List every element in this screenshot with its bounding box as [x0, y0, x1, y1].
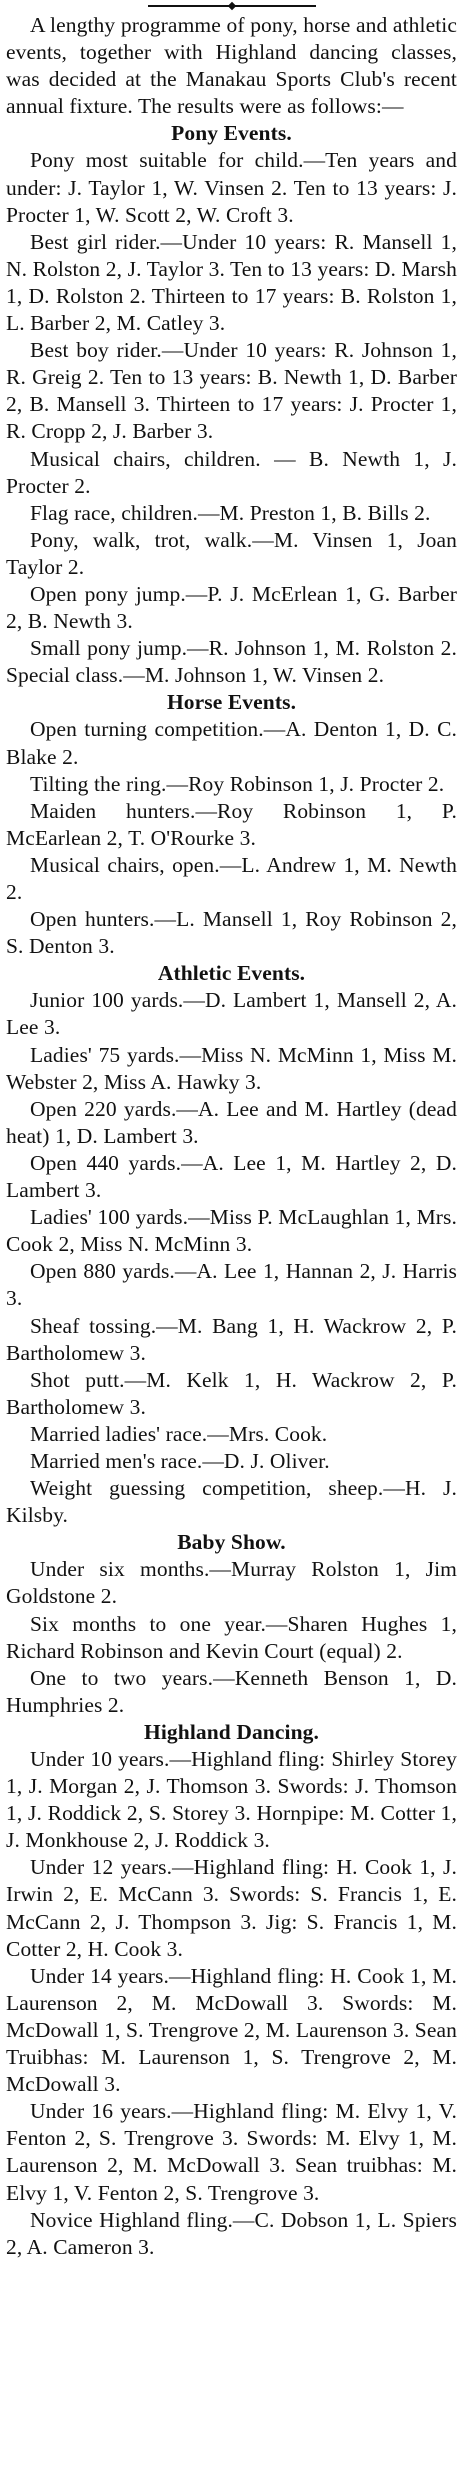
result-paragraph: Married men's race.—D. J. Oliver. [30, 1448, 330, 1473]
result-paragraph: Open 880 yards.—A. Lee 1, Hannan 2, J. Harris 3. [6, 1259, 457, 1311]
result-paragraph: Tilting the ring.—Roy Robinson 1, J. Procter 2. [30, 771, 445, 796]
result-paragraph: Pony, walk, trot, walk.—M. Vinsen 1, Joan Taylor 2. [6, 527, 457, 579]
result-paragraph: Married ladies' race.—Mrs. Cook. [30, 1421, 328, 1446]
result-paragraph: Pony most suitable for child.—Ten years and under: J. Taylor 1, W. Vinsen 2. Ten to 13 years: J. Procter 1, W. Scott 2, W. Croft 3. [6, 148, 457, 227]
result-paragraph: Maiden hunters.—Roy Robinson 1, P. McEarlean 2, T. O'Rourke 3. [6, 798, 457, 850]
result-paragraph: Under 12 years.—Highland fling: H. Cook 1, J. Irwin 2, E. McCann 3. Swords: S. Francis 1, E. McCann 2, J. Thompson 3. Jig: S. Francis 1, M. Cotter 2, H. Cook 3. [6, 1855, 457, 1961]
result-paragraph: Ladies' 75 yards.—Miss N. McMinn 1, Miss M. Webster 2, Miss A. Hawky 3. [6, 1042, 457, 1094]
result-paragraph: Open turning competition.—A. Denton 1, D. C. Blake 2. [6, 717, 457, 769]
result-paragraph: Open hunters.—L. Mansell 1, Roy Robinson 2, S. Denton 3. [6, 907, 457, 959]
section-heading-baby-show: Baby Show. [177, 1530, 286, 1555]
result-paragraph: Open 440 yards.—A. Lee 1, M. Hartley 2, D. Lambert 3. [6, 1150, 457, 1203]
result-paragraph: Small pony jump.—R. Johnson 1, M. Rolston 2. Special class.—M. Johnson 1, W. Vinsen 2. [6, 636, 457, 688]
section-heading-athletic: Athletic Events. [157, 961, 306, 986]
ornamental-rule [6, 2, 457, 10]
section-heading-horse: Horse Events. [166, 690, 297, 715]
article-intro: A lengthy programme of pony, horse and athletic events, together with Highland dancing classes, was decided at the Manakau Sports Club's recent annual fixture. The results were as follows:— [6, 13, 457, 119]
result-paragraph: Six months to one year.—Sharen Hughes 1, Richard Robinson and Kevin Court (equal) 2. [6, 1611, 457, 1663]
result-paragraph: Under 10 years.—Highland fling: Shirley Storey 1, J. Morgan 2, J. Thomson 3. Swords: J. Thomson 1, J. Roddick 2, S. Storey 3. Hornpipe: M. Cotter 1, J. Monkhouse 2, J. Roddick 3. [6, 1747, 457, 1853]
result-paragraph: Open pony jump.—P. J. McErlean 1, G. Barber 2, B. Newth 3. [6, 581, 457, 634]
result-paragraph: Musical chairs, open.—L. Andrew 1, M. Newth 2. [6, 852, 457, 904]
result-paragraph: One to two years.—Kenneth Benson 1, D. Humphries 2. [6, 1665, 457, 1717]
result-paragraph: Best boy rider.—Under 10 years: R. Johnson 1, R. Greig 2. Ten to 13 years: B. Newth 1, D. Barber 2, B. Mansell 3. Thirteen to 17 years: J. Procter 1, R. Cropp 2, J. Barber 3. [6, 338, 457, 444]
result-paragraph: Under 16 years.—Highland fling: M. Elvy 1, V. Fenton 2, S. Trengrove 3. Swords: M. Elvy 1, M. Laurenson 2, M. McDowall 3. Sean truibhas: M. Elvy 1, V. Fenton 2, S. Trengrove 3. [6, 2099, 457, 2205]
result-paragraph: Novice Highland fling.—C. Dobson 1, L. Spiers 2, A. Cameron 3. [6, 2207, 457, 2259]
result-paragraph: Junior 100 yards.—D. Lambert 1, Mansell 2, A. Lee 3. [6, 988, 457, 1040]
section-heading-highland-dancing: Highland Dancing. [144, 1719, 319, 1744]
rule-right-bar [234, 5, 316, 7]
section-heading-pony: Pony Events. [171, 121, 292, 146]
result-paragraph: Weight guessing competition, sheep.—H. J. Kilsby. [6, 1476, 457, 1528]
result-paragraph: Best girl rider.—Under 10 years: R. Mansell 1, N. Rolston 2, J. Taylor 3. Ten to 13 years: D. Marsh 1, D. Rolston 2. Thirteen to 17 years: B. Rolston 1, L. Barber 2, M. Catley 3. [6, 229, 457, 336]
result-paragraph: Musical chairs, children. — B. Newth 1, J. Procter 2. [6, 446, 457, 498]
result-paragraph: Shot putt.—M. Kelk 1, H. Wackrow 2, P. Bartholomew 3. [6, 1367, 457, 1419]
rule-left-bar [148, 5, 230, 7]
rule-diamond-icon [227, 2, 235, 10]
result-paragraph: Open 220 yards.—A. Lee and M. Hartley (dead heat) 1, D. Lambert 3. [6, 1096, 457, 1148]
result-paragraph: Ladies' 100 yards.—Miss P. McLaughlan 1, Mrs. Cook 2, Miss N. McMinn 3. [6, 1205, 457, 1257]
result-paragraph: Sheaf tossing.—M. Bang 1, H. Wackrow 2, P. Bartholomew 3. [6, 1313, 457, 1365]
result-paragraph: Under six months.—Murray Rolston 1, Jim Goldstone 2. [6, 1557, 457, 1609]
result-paragraph: Flag race, children.—M. Preston 1, B. Bills 2. [30, 500, 431, 525]
result-paragraph: Under 14 years.—Highland fling: H. Cook 1, M. Laurenson 2, M. McDowall 3. Swords: M. McDowall 1, S. Trengrove 2, M. Laurenson 3. Sean Truibhas: M. Laurenson 1, S. Trengrove 2, M. McDowall 3. [6, 1963, 457, 2097]
